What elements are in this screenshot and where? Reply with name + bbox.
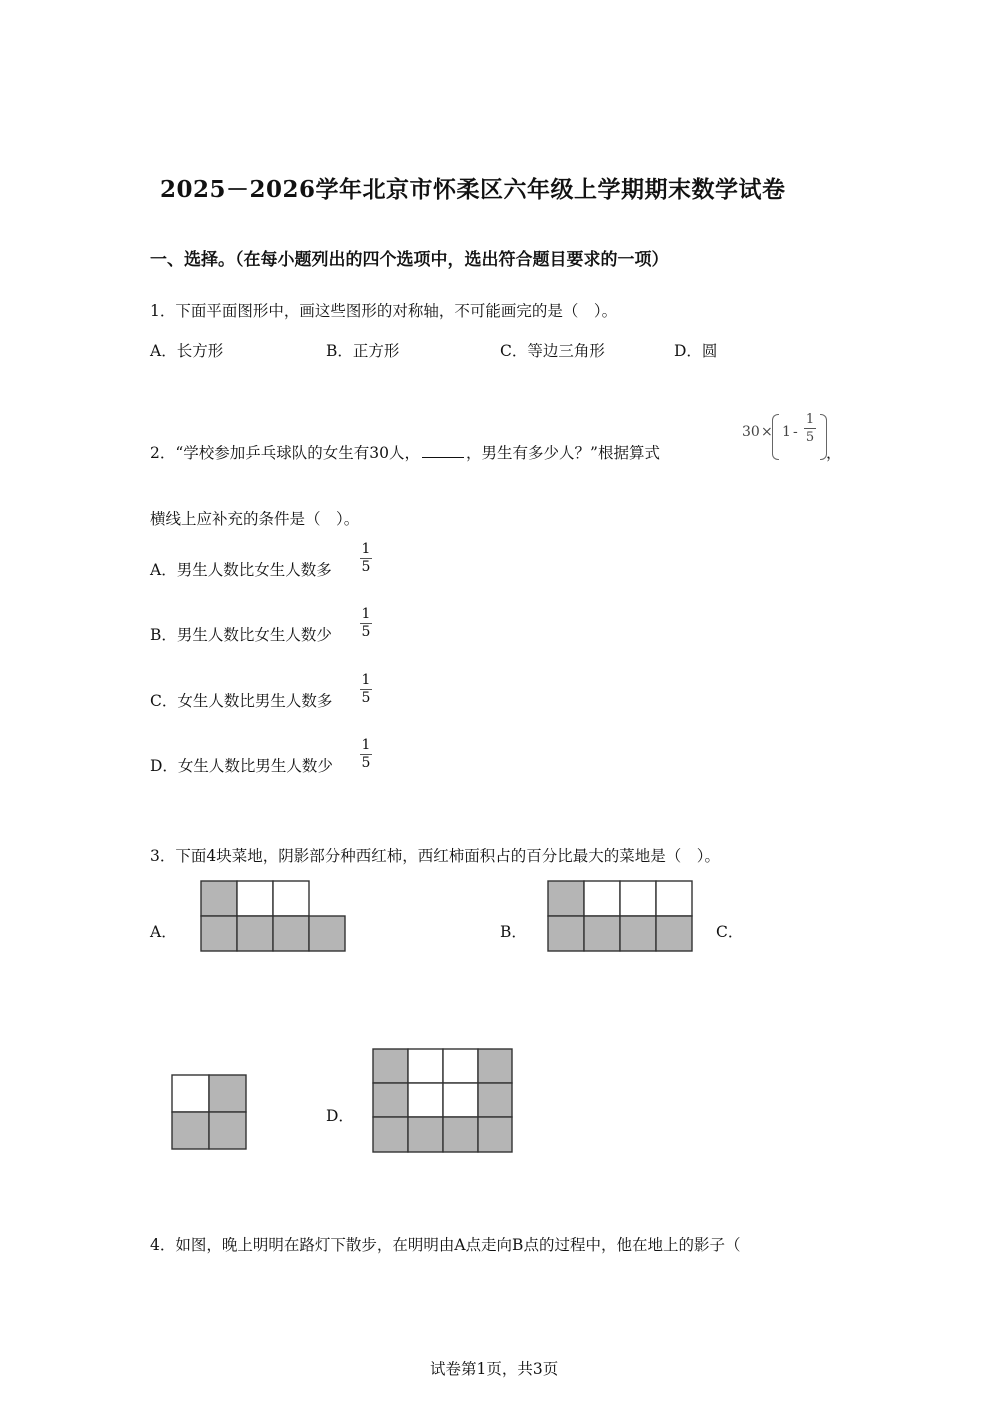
question-2-stem-part2: ，男生有多少人？”根据算式 xyxy=(466,444,660,462)
fraction-numerator: 1 xyxy=(361,672,371,688)
question-2-option-a xyxy=(150,558,332,580)
question-2-line2: 横线上应补充的条件是（ ）。 xyxy=(150,510,360,528)
plot-cell-shaded xyxy=(209,1075,246,1112)
garden-plot-d xyxy=(372,1048,514,1154)
plot-cell-shaded xyxy=(548,916,584,951)
plot-cell-shaded xyxy=(237,916,273,951)
question-1-option-d: D．圆 xyxy=(674,342,718,360)
garden-plot-a xyxy=(200,880,348,954)
plot-cell xyxy=(273,881,309,916)
exam-title: 2025－2026学年北京市怀柔区六年级上学期期末数学试卷 xyxy=(160,176,786,203)
page-footer: 试卷第1页，共3页 xyxy=(430,1360,559,1378)
question-2-stem-end: ， xyxy=(826,444,842,462)
fraction-numerator: 1 xyxy=(361,737,371,753)
formula-lead: 30 xyxy=(742,424,760,440)
option-text: C．女生人数比男生人数多 xyxy=(150,692,333,710)
option-b-fraction xyxy=(359,608,373,639)
question-1-option-a: A．长方形 xyxy=(150,342,224,360)
fraction-numerator: 1 xyxy=(361,541,371,557)
fraction-bar xyxy=(804,428,816,429)
question-3-stem: 3．下面4块菜地，阴影部分种西红柿，西红柿面积占的百分比最大的菜地是（ ）。 xyxy=(150,847,720,865)
fraction-denominator: 5 xyxy=(361,559,371,575)
answer-blank xyxy=(422,443,464,458)
option-text: B．男生人数比女生人数少 xyxy=(150,626,332,644)
formula-one: 1 xyxy=(782,424,791,440)
plot-cell xyxy=(656,881,692,916)
plot-cell xyxy=(620,881,656,916)
fraction-denominator: 5 xyxy=(361,624,371,640)
question-2-option-c xyxy=(150,689,332,711)
fraction-numerator: 1 xyxy=(805,412,815,427)
plot-cell-shaded xyxy=(172,1112,209,1149)
plot-cell-shaded xyxy=(201,881,237,916)
option-a-fraction xyxy=(359,543,373,574)
fraction-denominator: 5 xyxy=(361,755,371,771)
question-2-stem-part1: 2．“学校参加乒乓球队的女生有30人， xyxy=(150,444,421,462)
formula-fraction xyxy=(803,413,817,444)
question-1-option-c: C．等边三角形 xyxy=(500,342,605,360)
formula-times: × xyxy=(761,424,773,440)
plot-cell-shaded xyxy=(443,1117,478,1152)
plot-cell xyxy=(408,1083,443,1117)
plot-cell-shaded xyxy=(478,1049,512,1083)
plot-cell-shaded xyxy=(373,1049,408,1083)
question-1-stem: 1．下面平面图形中，画这些图形的对称轴，不可能画完的是（ ）。 xyxy=(150,302,618,320)
option-d-fraction xyxy=(359,739,373,770)
plot-cell-shaded xyxy=(209,1112,246,1149)
question-4-stem: 4．如图，晚上明明在路灯下散步，在明明由A点走向B点的过程中，他在地上的影子（ xyxy=(150,1236,741,1254)
plot-cell-shaded xyxy=(201,916,237,951)
question-3-label-a: A． xyxy=(150,923,177,941)
plot-cell-shaded xyxy=(373,1083,408,1117)
plot-cell-shaded xyxy=(478,1083,512,1117)
formula xyxy=(742,414,832,462)
plot-cell-shaded xyxy=(408,1117,443,1152)
question-3-label-b: B． xyxy=(500,923,527,941)
plot-cell xyxy=(443,1083,478,1117)
fraction-denominator: 5 xyxy=(805,430,815,445)
plot-cell-shaded xyxy=(656,916,692,951)
plot-cell-shaded xyxy=(373,1117,408,1152)
plot-cell xyxy=(408,1049,443,1083)
plot-cell xyxy=(443,1049,478,1083)
question-2-option-b xyxy=(150,623,332,645)
question-2-stem xyxy=(150,441,660,463)
garden-plot-c xyxy=(171,1074,249,1151)
plot-cell xyxy=(172,1075,209,1112)
plot-cell-shaded xyxy=(273,916,309,951)
plot-cell-shaded xyxy=(478,1117,512,1152)
plot-cell-shaded xyxy=(584,916,620,951)
fraction-denominator: 5 xyxy=(361,690,371,706)
plot-cell-shaded xyxy=(620,916,656,951)
plot-cell xyxy=(237,881,273,916)
section-heading: 一、选择。（在每小题列出的四个选项中，选出符合题目要求的一项） xyxy=(150,250,669,270)
question-1-option-b: B．正方形 xyxy=(326,342,400,360)
plot-cell-shaded xyxy=(548,881,584,916)
garden-plot-b xyxy=(547,880,695,954)
plot-cell xyxy=(584,881,620,916)
question-3-label-d: D． xyxy=(326,1107,354,1125)
formula-left-paren xyxy=(772,414,779,460)
formula-minus: - xyxy=(793,424,798,440)
question-3-label-c: C． xyxy=(716,923,744,941)
option-text: D．女生人数比男生人数少 xyxy=(150,757,333,775)
option-c-fraction xyxy=(359,674,373,705)
fraction-numerator: 1 xyxy=(361,606,371,622)
option-text: A．男生人数比女生人数多 xyxy=(150,561,332,579)
plot-cell-shaded xyxy=(309,916,345,951)
question-2-option-d xyxy=(150,754,333,776)
